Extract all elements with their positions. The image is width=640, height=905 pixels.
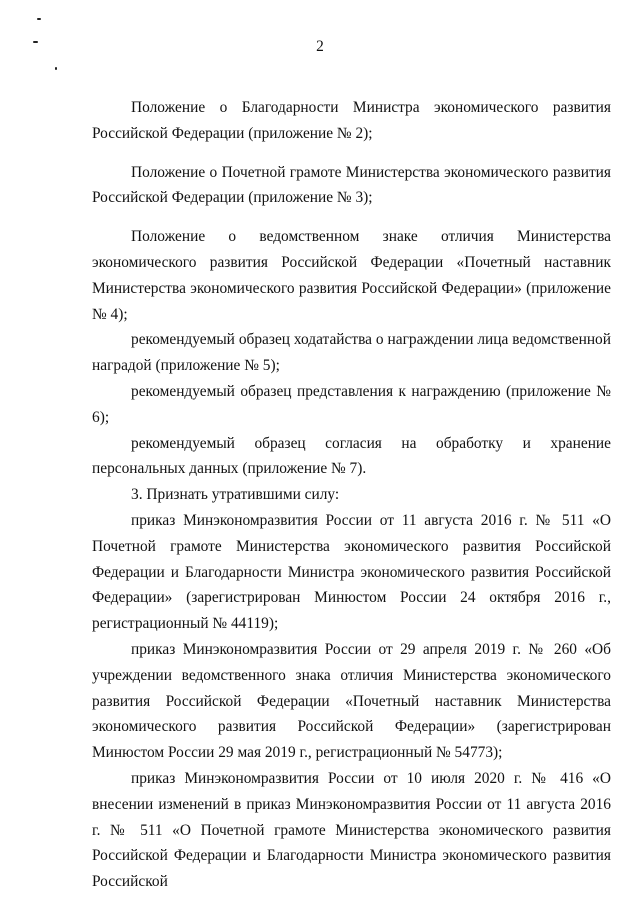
paragraph-order-511: приказ Минэкономразвития России от 11 августа 2016 г. № 511 «О Почетной грамоте Министерства экономического развития Российской Федерации и Благодарности Министра экономического развития Российской Федерации» (зарегистрирован Минюстом России 24 октября 2016 г., регистрационный № 44119); bbox=[92, 511, 611, 633]
paragraph-annex-2: Положение о Благодарности Министра экономического развития Российской Федерации (приложение № 2); bbox=[92, 99, 611, 142]
scan-speck bbox=[37, 18, 41, 20]
scan-speck bbox=[55, 67, 57, 70]
paragraph-annex-4: Положение о ведомственном знаке отличия Министерства экономического развития Российской Федерации «Почетный наставник Министерства экономического развития Российской Федерации» (приложение № 4); bbox=[92, 228, 611, 323]
paragraph-order-416: приказ Минэкономразвития России от 10 июля 2020 г. № 416 «О внесении изменений в приказ Минэкономразвития России от 11 августа 2016 г. № 511 «О Почетной грамоте Министерства экономического развития Российской Федерации и Благодарности Министра экономического развития Российской bbox=[92, 769, 611, 891]
document-body bbox=[92, 95, 611, 895]
paragraph-annex-5: рекомендуемый образец ходатайства о награждении лица ведомственной наградой (приложение № 5); bbox=[92, 331, 611, 375]
paragraph-item-3: 3. Признать утратившими силу: bbox=[131, 486, 340, 504]
paragraph-order-260: приказ Минэкономразвития России от 29 апреля 2019 г. № 260 «Об учреждении ведомственного знака отличия Министерства экономического развития Российской Федерации «Почетный наставник Министерства экономического развития Российской Федерации» (зарегистрирован Минюстом России 29 мая 2019 г., регистрационный № 54773); bbox=[92, 640, 611, 762]
paragraph-annex-7: рекомендуемый образец согласия на обработку и хранение персональных данных (приложение № 7). bbox=[92, 434, 611, 478]
page-number: 2 bbox=[316, 38, 324, 55]
paragraph-annex-6: рекомендуемый образец представления к награждению (приложение № 6); bbox=[92, 382, 611, 426]
paragraph-annex-3: Положение о Почетной грамоте Министерства экономического развития Российской Федерации (приложение № 3); bbox=[92, 163, 611, 207]
